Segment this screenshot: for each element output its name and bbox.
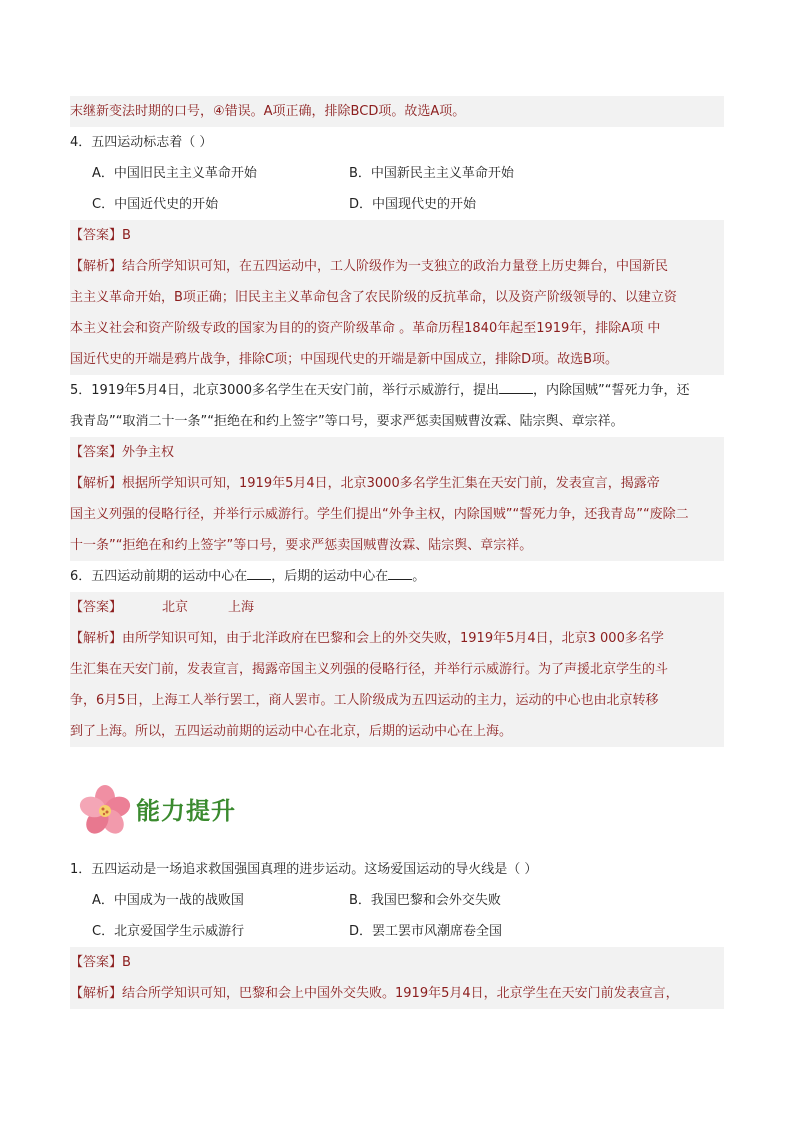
q6-answer-label: 【答案】: [70, 600, 123, 615]
q5-stem-line-2: 我青岛”“取消二十一条”“拒绝在和约上签字”等口号，要求严惩卖国贼曹汝霖、陆宗舆、章宗祥。: [70, 414, 624, 429]
q5-blank: [499, 379, 533, 394]
q4-option-c: C．中国近代史的开始: [92, 197, 219, 212]
s1-option-b: B．我国巴黎和会外交失败: [349, 893, 501, 908]
q5-analysis-line-3: 十一条”“拒绝在和约上签字”等口号，要求严惩卖国贼曹汝霖、陆宗舆、章宗祥。: [70, 530, 724, 561]
s1-stem: 1．五四运动是一场追求救国强国真理的进步运动。这场爱国运动的导火线是（ ）: [70, 862, 538, 877]
q4-analysis-line-3: 本主义社会和资产阶级专政的国家为目的的资产阶级革命 。革命历程1840年起至1919年，排除A项 中: [70, 313, 724, 344]
s1-option-a: A．中国成为一战的战败国: [92, 893, 244, 908]
q6-answer: [70, 592, 724, 623]
q4-answer: 【答案】B: [70, 220, 724, 251]
q5-analysis-line-1: 【解析】根据所学知识可知，1919年5月4日，北京3000多名学生汇集在天安门前，发表宣言，揭露帝: [70, 468, 724, 499]
q4-analysis-line-2: 主主义革命开始，B项正确；旧民主主义革命包含了农民阶级的反抗革命，以及资产阶级领导的、以建立资: [70, 282, 724, 313]
q5-analysis-line-2: 国主义列强的侵略行径，并举行示威游行。学生们提出“外争主权，内除国贼”“誓死力争，还我青岛”“废除二: [70, 499, 724, 530]
prev-analysis-tail: 末继新变法时期的口号，④错误。A项正确，排除BCD项。故选A项。: [70, 96, 724, 127]
q4-option-a: A．中国旧民主主义革命开始: [92, 166, 257, 181]
q4-options-row-1: [70, 158, 724, 189]
q4-stem: 4．五四运动标志着（ ）: [70, 135, 213, 150]
q5-answer: 【答案】外争主权: [70, 437, 724, 468]
s1-answer: 【答案】B: [70, 947, 724, 978]
q6-analysis-line-1: 【解析】由所学知识可知，由于北洋政府在巴黎和会上的外交失败，1919年5月4日，北京3 000多名学: [70, 623, 724, 654]
q4-options-row-2: [70, 189, 724, 220]
q6-stem-part-c: 。: [412, 569, 426, 584]
q6-blank-2: [388, 565, 412, 580]
q5-stem-part-b: ，内除国贼”“誓死力争，还: [532, 383, 690, 398]
q6-stem: [70, 561, 724, 592]
q5-stem-part-a: 5．1919年5月4日，北京3000多名学生在天安门前，举行示威游行，提出: [70, 383, 499, 398]
q6-answer-1: 北京: [162, 600, 189, 615]
s1-analysis-line-1: 【解析】结合所学知识可知，巴黎和会上中国外交失败。1919年5月4日，北京学生在天安门前发表宣言，: [70, 978, 724, 1009]
q5-stem-line-1: [70, 375, 724, 406]
q4-analysis-line-4: 国近代史的开端是鸦片战争，排除C项；中国现代史的开端是新中国成立，排除D项。故选B项。: [70, 344, 724, 375]
q6-analysis-line-2: 生汇集在天安门前，发表宣言，揭露帝国主义列强的侵略行径，并举行示威游行。为了声援北京学生的斗: [70, 654, 724, 685]
q6-analysis-line-4: 到了上海。所以，五四运动前期的运动中心在北京，后期的运动中心在上海。: [70, 716, 724, 747]
q6-answer-2: 上海: [228, 600, 255, 615]
q4-option-b: B．中国新民主主义革命开始: [349, 166, 514, 181]
flower-icon: [76, 783, 134, 839]
s1-options-row-1: [70, 885, 724, 916]
q4-analysis-line-1: 【解析】结合所学知识可知，在五四运动中，工人阶级作为一支独立的政治力量登上历史舞台，中国新民: [70, 251, 724, 282]
q6-analysis-line-3: 争，6月5日，上海工人举行罢工，商人罢市。工人阶级成为五四运动的主力，运动的中心也由北京转移: [70, 685, 724, 716]
s1-options-row-2: [70, 916, 724, 947]
q6-stem-part-b: ，后期的运动中心在: [271, 569, 389, 584]
s1-option-d: D．罢工罢市风潮席卷全国: [349, 924, 503, 939]
q4-option-d: D．中国现代史的开始: [349, 197, 477, 212]
section-heading: [76, 783, 376, 839]
q6-blank-1: [247, 565, 271, 580]
s1-option-c: C．北京爱国学生示威游行: [92, 924, 245, 939]
q6-stem-part-a: 6．五四运动前期的运动中心在: [70, 569, 248, 584]
section-title: 能力提升: [136, 797, 236, 825]
